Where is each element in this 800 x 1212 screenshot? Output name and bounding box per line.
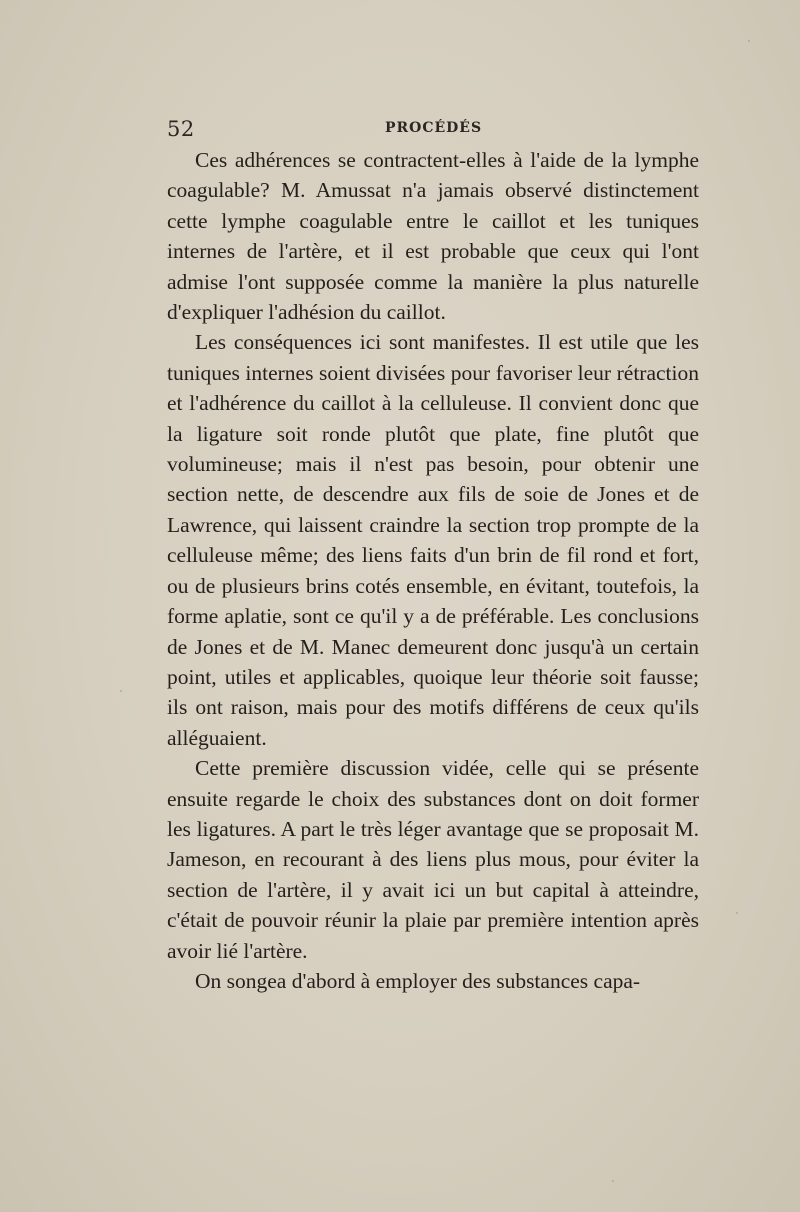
paper-speck [736,912,738,914]
running-head: PROCÉDÉS [385,120,483,136]
paragraph: On songea d'abord à employer des substances capa- [195,968,641,993]
page-number: 52 [167,117,195,141]
paragraph: Les conséquences ici sont manifestes. Il est utile que les tuniques internes soient divisées pour favoriser leur rétraction et l'adhérence du caillot à la celluleuse. Il convient donc que la ligature soit ronde plutôt que plate, fine plutôt que volumineuse; mais il n'est pas besoin, pour obtenir une section nette, de descendre aux fils de soie de Jones et de Lawrence, qui laissent craindre la section trop prompte de la celluleuse même; des liens faits d'un brin de fil rond et fort, ou de plusieurs brins cotés ensemble, en évitant, toutefois, la forme aplatie, sont ce qu'il y a de préférable. Les conclusions de Jones et de M. Manec demeurent donc jusqu'à un certain point, utiles et applicables, quoique leur théorie soit fausse; ils ont raison, mais pour des motifs différens de ceux qu'ils alléguaient. [167,330,699,750]
page-header [167,117,697,143]
body-text [167,145,699,996]
paragraph: Ces adhérences se contractent-elles à l'aide de la lymphe coagulable? M. Amussat n'a jamais observé distinctement cette lymphe coagulable entre le caillot et les tuniques internes de l'artère, et il est probable que ceux qui l'ont admise l'ont supposée comme la manière la plus naturelle d'expliquer l'adhésion du caillot. [167,148,699,325]
paragraph: Cette première discussion vidée, celle qui se présente ensuite regarde le choix des substances dont on doit former les ligatures. A part le très léger avantage que se proposait M. Jameson, en recourant à des liens plus mous, pour éviter la section de l'artère, il y avait ici un but capital à atteindre, c'était de pouvoir réunir la plaie par première intention après avoir lié l'artère. [167,756,699,963]
paper-speck [120,690,122,692]
paper-speck [612,1180,614,1182]
paper-speck [748,40,750,42]
